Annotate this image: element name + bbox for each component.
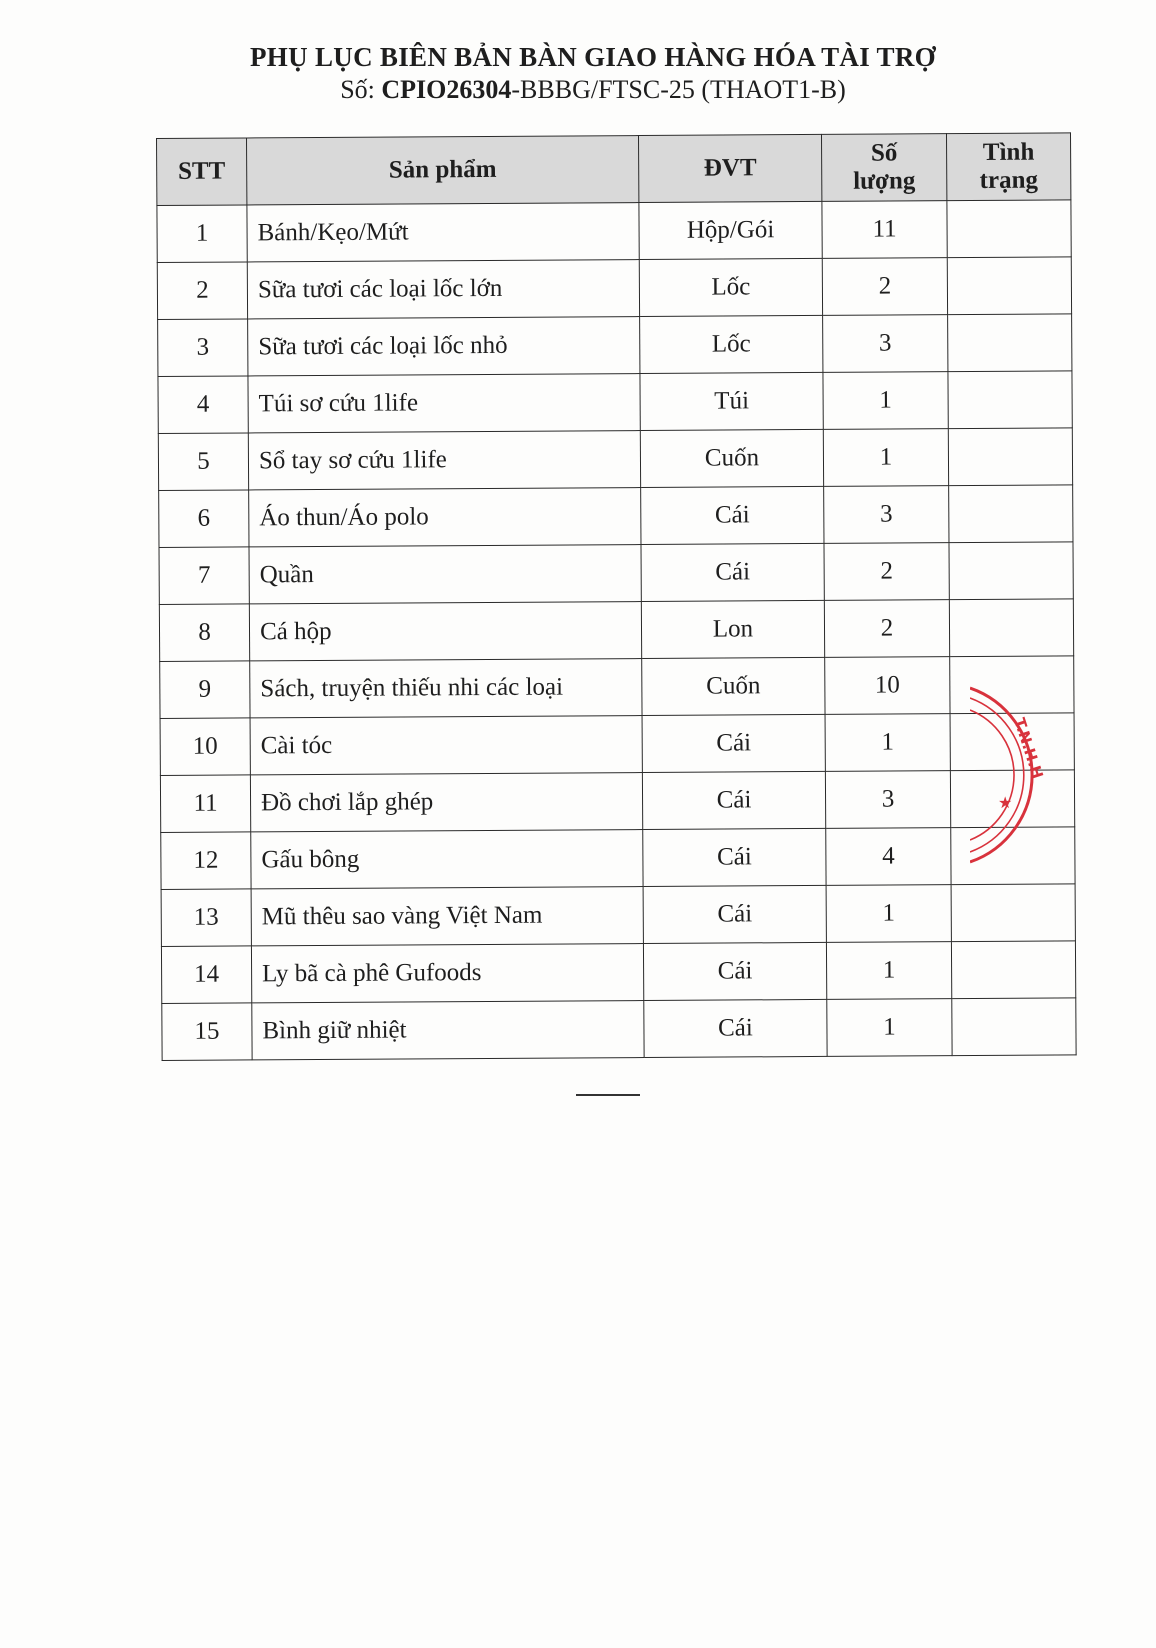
cell-stt: 5 [158,433,248,491]
cell-quantity: 1 [823,429,948,487]
table-row [162,998,1076,1061]
document-number-code: CPIO26304 [381,75,512,104]
cell-unit: Cái [644,999,827,1057]
cell-stt: 7 [159,547,249,605]
cell-unit: Cái [643,828,826,886]
cell-stt: 2 [157,262,247,320]
cell-product: Bình giữ nhiệt [252,1001,644,1060]
table-body [157,200,1076,1061]
cell-unit: Cái [642,714,825,772]
cell-stt: 3 [158,319,248,377]
end-of-table-rule [576,1094,640,1096]
cell-product: Sữa tươi các loại lốc lớn [247,260,639,319]
header-quantity-line2: lượng [853,167,916,195]
cell-product: Sổ tay sơ cứu 1life [248,431,640,490]
cell-unit: Lốc [640,315,823,373]
cell-stt: 15 [162,1003,252,1061]
cell-stt: 9 [160,661,250,719]
cell-quantity: 3 [823,315,948,373]
header-status-line2: trạng [979,166,1039,194]
cell-quantity: 1 [827,999,952,1057]
cell-unit: Cái [643,885,826,943]
cell-status [947,200,1071,258]
cell-product: Ly bã cà phê Gufoods [251,944,643,1003]
cell-product: Túi sơ cứu 1life [248,374,640,433]
cell-status [951,941,1075,999]
cell-stt: 12 [161,832,251,890]
cell-unit: Lốc [639,258,822,316]
document-number-suffix: -BBBG/FTSC-25 (THAOT1-B) [511,75,846,104]
cell-stt: 1 [157,205,247,263]
cell-stt: 13 [161,889,251,947]
header-status [946,133,1070,201]
table-row [160,656,1074,719]
cell-product: Quần [249,545,641,604]
seal-text: T.N.H.H [1010,715,1047,781]
cell-status [947,257,1071,315]
cell-unit: Cái [641,543,824,601]
goods-table [156,132,1077,1061]
header-unit: ĐVT [638,134,821,202]
cell-stt: 6 [159,490,249,548]
header-quantity-line1: Số [870,139,898,167]
document-number-prefix: Số: [340,75,375,104]
cell-quantity: 1 [826,885,951,943]
cell-status [948,314,1072,372]
cell-product: Áo thun/Áo polo [249,488,641,547]
cell-quantity: 1 [826,942,951,1000]
cell-stt: 8 [159,604,249,662]
svg-text:T.N.H.H [1010,716,1047,781]
table-row [158,428,1072,491]
cell-unit: Hộp/Gói [639,201,822,259]
table-row [160,770,1074,833]
cell-status [949,599,1073,657]
cell-quantity: 1 [825,714,950,772]
seal-graphic [970,680,1070,870]
cell-status [951,884,1075,942]
document-header [0,40,1156,106]
table-row [157,257,1071,320]
cell-stt: 11 [160,775,250,833]
cell-quantity: 2 [824,600,949,658]
table-row [159,542,1073,605]
header-stt: STT [157,138,247,206]
cell-quantity: 11 [822,201,947,259]
cell-quantity: 10 [825,657,950,715]
cell-unit: Cái [641,486,824,544]
table-row [158,314,1072,377]
table-row [157,200,1071,263]
cell-product: Cài tóc [250,716,642,775]
cell-product: Sách, truyện thiếu nhi các loại [250,659,642,718]
cell-product: Gấu bông [251,830,643,889]
svg-text:★: ★ [998,793,1013,812]
cell-stt: 4 [158,376,248,434]
table-row [161,884,1075,947]
table-row [159,485,1073,548]
cell-quantity: 4 [826,828,951,886]
table-row [161,941,1075,1004]
header-quantity [821,134,946,202]
table-header-row [157,133,1071,206]
cell-quantity: 1 [823,372,948,430]
table-row [158,371,1072,434]
document-number [30,74,1156,106]
cell-unit: Cái [642,771,825,829]
cell-stt: 10 [160,718,250,776]
table-row [159,599,1073,662]
cell-product: Cá hộp [249,602,641,661]
cell-status [949,542,1073,600]
cell-unit: Lon [641,600,824,658]
document-title: PHỤ LỤC BIÊN BẢN BÀN GIAO HÀNG HÓA TÀI TRỢ [250,42,936,72]
cell-unit: Cái [643,942,826,1000]
cell-quantity: 3 [825,771,950,829]
cell-status [952,998,1076,1056]
cell-product: Mũ thêu sao vàng Việt Nam [251,887,643,946]
header-product: Sản phẩm [247,136,639,205]
cell-unit: Cuốn [642,657,825,715]
cell-quantity: 3 [824,486,949,544]
cell-status [948,428,1072,486]
cell-product: Sữa tươi các loại lốc nhỏ [248,317,640,376]
cell-status [948,371,1072,429]
cell-unit: Cuốn [640,429,823,487]
table-row [161,827,1075,890]
cell-unit: Túi [640,372,823,430]
red-seal-stamp [970,680,1070,870]
cell-product: Đồ chơi lắp ghép [250,773,642,832]
table-row [160,713,1074,776]
cell-status [949,485,1073,543]
cell-product: Bánh/Kẹo/Mứt [247,203,639,262]
cell-quantity: 2 [824,543,949,601]
cell-stt: 14 [161,946,251,1004]
cell-quantity: 2 [822,258,947,316]
header-status-line1: Tình [982,138,1035,166]
